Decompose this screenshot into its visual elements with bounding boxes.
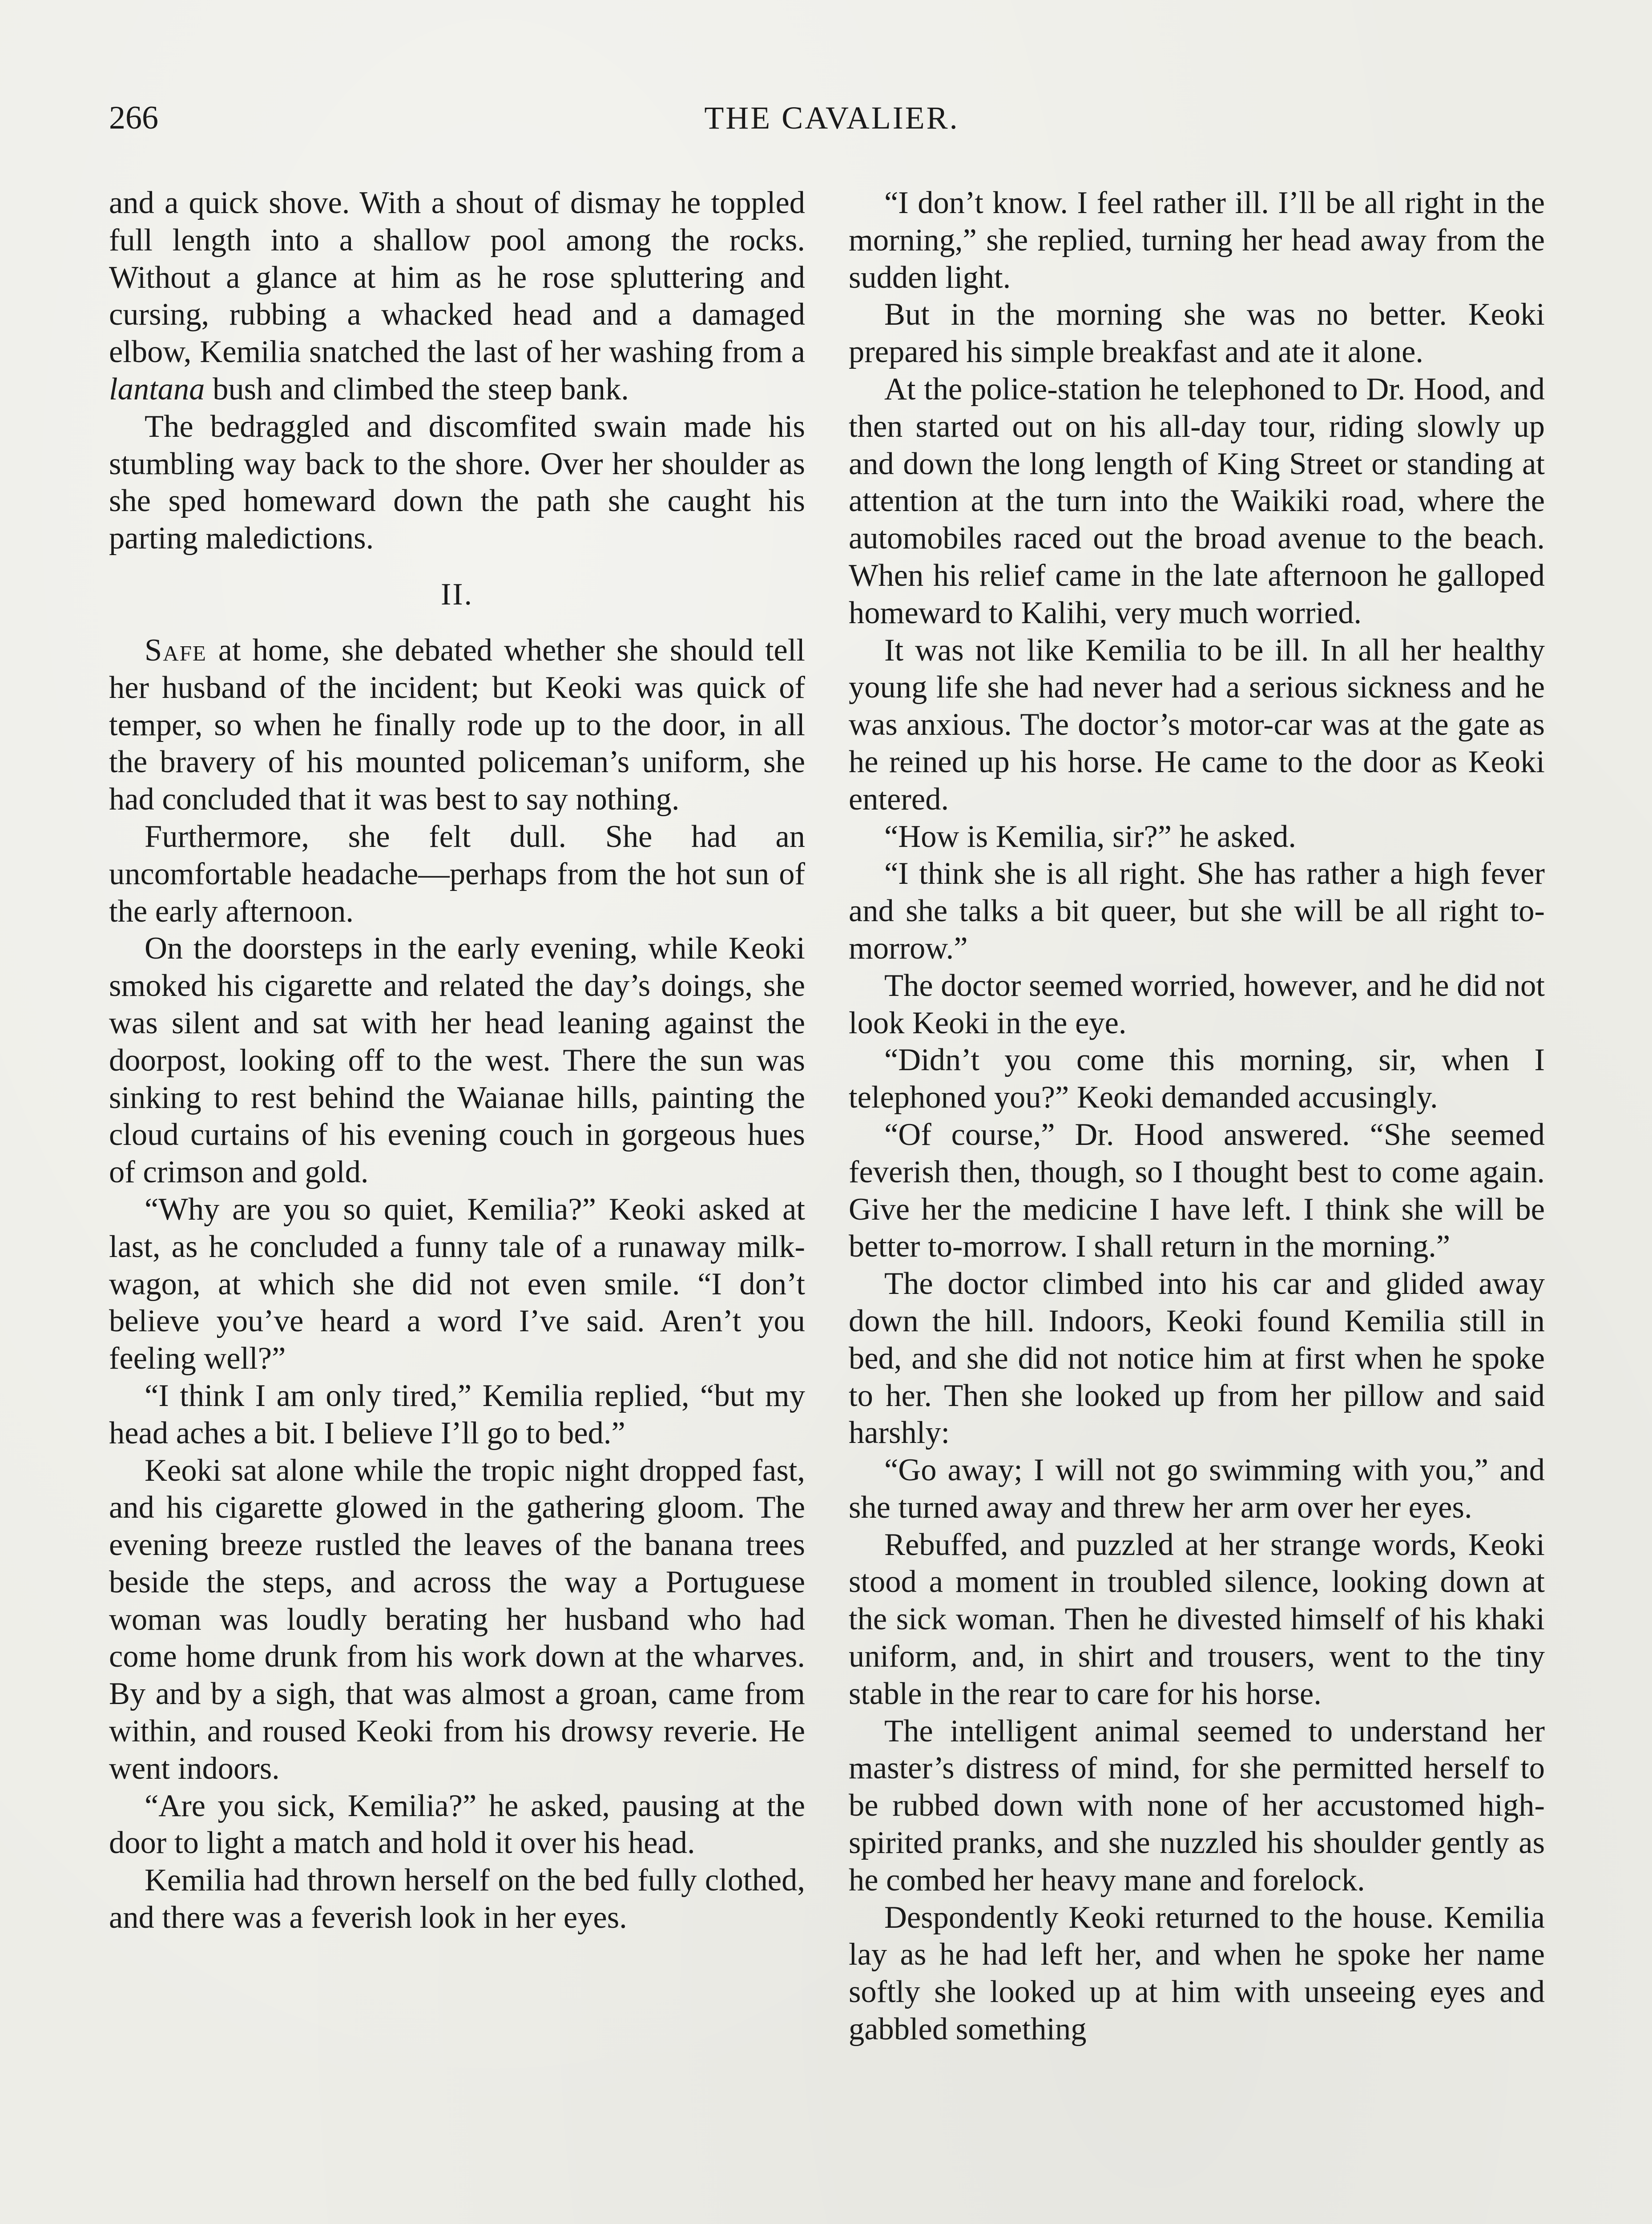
section-heading: II.: [440, 577, 474, 612]
paragraph: But in the morning she was no better. Keoki prepared his simple breakfast and ate it alone.: [849, 297, 1545, 370]
paragraph: Rebuffed, and puzzled at her strange words, Keoki stood a moment in troubled silence, looking down at the sick woman. Then he divested himself of his khaki uniform, and, in shirt and trousers, went to the tiny stable in the rear to care for his horse.: [849, 1527, 1545, 1711]
paragraph: On the doorsteps in the early evening, while Keoki smoked his cigarette and related the day’s doings, she was silent and sat with her head leaning against the doorpost, looking off to the west. There the sun was sinking to rest behind the Waianae hills, painting the cloud curtains of his evening couch in gorgeous hues of crimson and gold.: [109, 931, 805, 1190]
paragraph: “Are you sick, Kemilia?” he asked, pausing at the door to light a match and hold it over his head.: [109, 1788, 805, 1861]
page-header: [109, 96, 1555, 149]
paragraph: Despondently Keoki returned to the house. Kemilia lay as he had left her, and when he spoke her name softly she looked up at him with unseeing eyes and gabbled something: [849, 1900, 1545, 2047]
paragraph: “Why are you so quiet, Kemilia?” Keoki asked at last, as he concluded a funny tale of a runaway milk-wagon, at which she did not even smile. “I don’t believe you’ve heard a word I’ve said. Aren’t you feeling well?”: [109, 1192, 805, 1376]
paragraph: [109, 632, 805, 818]
paragraph: Keoki sat alone while the tropic night dropped fast, and his cigarette glowed in the gathering gloom. The evening breeze rustled the leaves of the banana trees beside the steps, and across the way a Portuguese woman was loudly berating her husband who had come home drunk from his work down at the wharves. By and by a sigh, that was almost a groan, came from within, and roused Keoki from his drowsy reverie. He went indoors.: [109, 1453, 805, 1786]
paragraph: The intelligent animal seemed to understand her master’s distress of mind, for she permitted herself to be rubbed down with none of her accustomed high-spirited pranks, and she nuzzled his shoulder gently as he combed her heavy mane and forelock.: [849, 1713, 1545, 1898]
paragraph-text: bush and climbed the steep bank.: [205, 371, 629, 407]
paragraph: “How is Kemilia, sir?” he asked.: [884, 819, 1297, 854]
paragraph-text: at home, she debated whether she should tell her husband of the incident; but Keoki was quick of temper, so when he finally rode up to the door, in all the bravery of his mounted policeman’s uniform, she had concluded that it was best to say nothing.: [109, 633, 805, 817]
paragraph: Kemilia had thrown herself on the bed fully clothed, and there was a feverish look in her eyes.: [109, 1863, 805, 1935]
paragraph: The bedraggled and discomfited swain made his stumbling way back to the shore. Over her shoulder as she sped homeward down the path she caught his parting maledictions.: [109, 409, 805, 556]
paragraph: At the police-station he telephoned to Dr. Hood, and then started out on his all-day tour, riding slowly up and down the long length of King Street or standing at attention at the turn into the Waikiki road, where the automobiles raced out the broad avenue to the beach. When his relief came in the late afternoon he galloped homeward to Kalihi, very much worried.: [849, 371, 1545, 630]
paragraph: “I don’t know. I feel rather ill. I’ll be all right in the morning,” she replied, turning her head away from the sudden light.: [849, 185, 1545, 295]
paragraph-text: and a quick shove. With a shout of dismay he toppled full length into a shallow pool among the rocks. Without a glance at him as he rose spluttering and cursing, rubbing a whacked head and a damaged elbow, Kemilia snatched the last of her washing from a: [109, 185, 805, 370]
paragraph: “Of course,” Dr. Hood answered. “She seemed feverish then, though, so I thought best to come again. Give her the medicine I have left. I think she will be better to-morrow. I shall return in the morning.”: [849, 1117, 1545, 1264]
paragraph: The doctor climbed into his car and glided away down the hill. Indoors, Keoki found Kemilia still in bed, and she did not notice him at first when he spoke to her. Then she looked up from her pillow and said harshly:: [849, 1266, 1545, 1450]
page-number: 266: [109, 100, 158, 136]
paragraph: “I think I am only tired,” Kemilia replied, “but my head aches a bit. I believe I’ll go to bed.”: [109, 1378, 805, 1450]
left-column: [109, 185, 805, 1937]
paragraph: It was not like Kemilia to be ill. In all her healthy young life she had never had a serious sickness and he was anxious. The doctor’s motor-car was at the gate as he reined up his horse. He came to the door as Keoki entered.: [849, 633, 1545, 817]
paragraph: Furthermore, she felt dull. She had an uncomfortable headache—perhaps from the hot sun of the early afternoon.: [109, 819, 805, 929]
paragraph: “I think she is all right. She has rather a high fever and she talks a bit queer, but she will be all right to-morrow.”: [849, 856, 1545, 966]
paragraph: “Didn’t you come this morning, sir, when I telephoned you?” Keoki demanded accusingly.: [849, 1043, 1545, 1115]
italic-word: lantana: [109, 371, 205, 407]
running-title: THE CAVALIER.: [704, 100, 959, 136]
smallcap-lead-word: Safe: [145, 633, 207, 668]
paragraph: [109, 185, 805, 408]
paragraph: The doctor seemed worried, however, and he did not look Keoki in the eye.: [849, 968, 1545, 1040]
right-column: [849, 185, 1545, 2048]
paragraph: “Go away; I will not go swimming with you,” and she turned away and threw her arm over her eyes.: [849, 1453, 1545, 1525]
